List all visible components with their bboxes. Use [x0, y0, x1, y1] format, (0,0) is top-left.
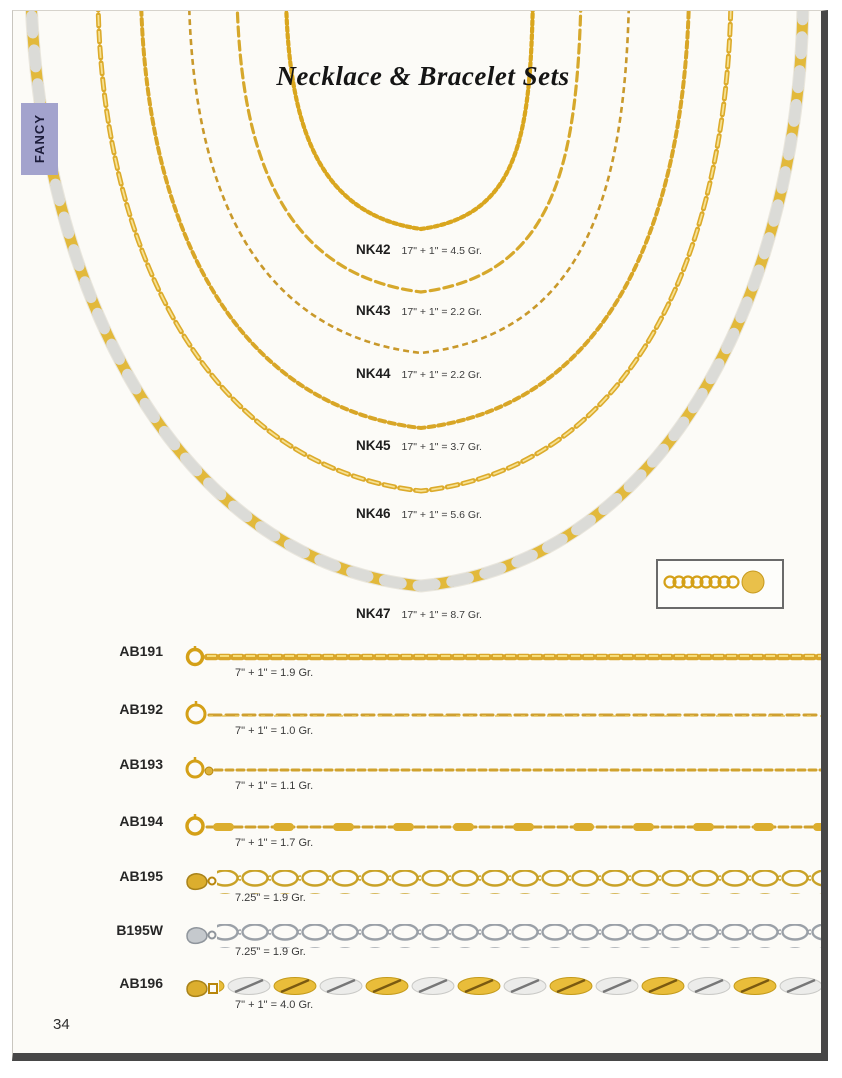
necklace-label-row [356, 303, 482, 318]
product-code: AB195 [119, 868, 163, 884]
spring-ring-clasp-icon [187, 761, 203, 777]
product-code: NK46 [356, 506, 391, 521]
product-code: AB192 [119, 701, 163, 717]
bracelet-row [13, 973, 821, 1019]
necklace-label-row [356, 242, 482, 257]
necklace-nk47-chain [31, 11, 803, 586]
disc-tag-icon [742, 571, 764, 593]
page-title: Necklace & Bracelet Sets [276, 61, 570, 91]
product-spec: 7" + 1" = 1.7 Gr. [235, 837, 314, 849]
product-code: AB196 [119, 975, 163, 991]
product-code: NK47 [356, 606, 391, 621]
lobster-clasp-icon [187, 874, 216, 890]
product-spec: 7" + 1" = 1.1 Gr. [235, 780, 314, 792]
product-spec: 7.25" = 1.9 Gr. [235, 946, 306, 958]
product-code: NK44 [356, 366, 391, 381]
product-spec: 17" + 1" = 8.7 Gr. [401, 609, 482, 621]
necklaces-illustration [13, 11, 821, 651]
category-tab-label: FANCY [32, 114, 47, 164]
lobster-clasp-icon [187, 928, 216, 944]
necklace-nk42-chain [286, 11, 533, 229]
spring-ring-clasp-icon [187, 818, 203, 834]
product-code: AB191 [119, 643, 163, 659]
product-spec: 7.25" = 1.9 Gr. [235, 892, 306, 904]
bracelet-row [13, 754, 821, 800]
product-spec: 17" + 1" = 2.2 Gr. [401, 306, 482, 318]
product-code: NK43 [356, 303, 391, 318]
bracelet-row [13, 920, 821, 966]
product-spec: 7" + 1" = 1.9 Gr. [235, 667, 314, 679]
necklace-label-row [356, 606, 482, 621]
bracelet-row [13, 811, 821, 857]
spring-ring-clasp-icon [188, 650, 203, 665]
product-code: NK42 [356, 242, 391, 257]
bracelet-row [13, 699, 821, 745]
necklace-label-row [356, 438, 482, 453]
bracelet-row [13, 641, 821, 687]
product-code: AB194 [119, 813, 163, 829]
product-spec: 17" + 1" = 3.7 Gr. [401, 441, 482, 453]
necklace-label-row [356, 506, 482, 521]
product-code: B195W [116, 922, 163, 938]
product-code: NK45 [356, 438, 391, 453]
lobster-clasp-icon [187, 981, 217, 997]
spring-ring-clasp-icon [187, 705, 205, 723]
bracelet-row [13, 866, 821, 912]
product-code: AB193 [119, 756, 163, 772]
necklace-label-row [356, 366, 482, 381]
product-spec: 7" + 1" = 1.0 Gr. [235, 725, 314, 737]
product-spec: 17" + 1" = 5.6 Gr. [401, 509, 482, 521]
product-spec: 17" + 1" = 4.5 Gr. [401, 245, 482, 257]
product-spec: 17" + 1" = 2.2 Gr. [401, 369, 482, 381]
catalog-page [12, 10, 828, 1061]
extender-chain-icon [658, 561, 778, 603]
page-number: 34 [53, 1016, 70, 1033]
product-spec: 7" + 1" = 4.0 Gr. [235, 999, 314, 1011]
extender-clasp-detail-box [656, 559, 784, 609]
category-tab-fancy [21, 103, 58, 175]
